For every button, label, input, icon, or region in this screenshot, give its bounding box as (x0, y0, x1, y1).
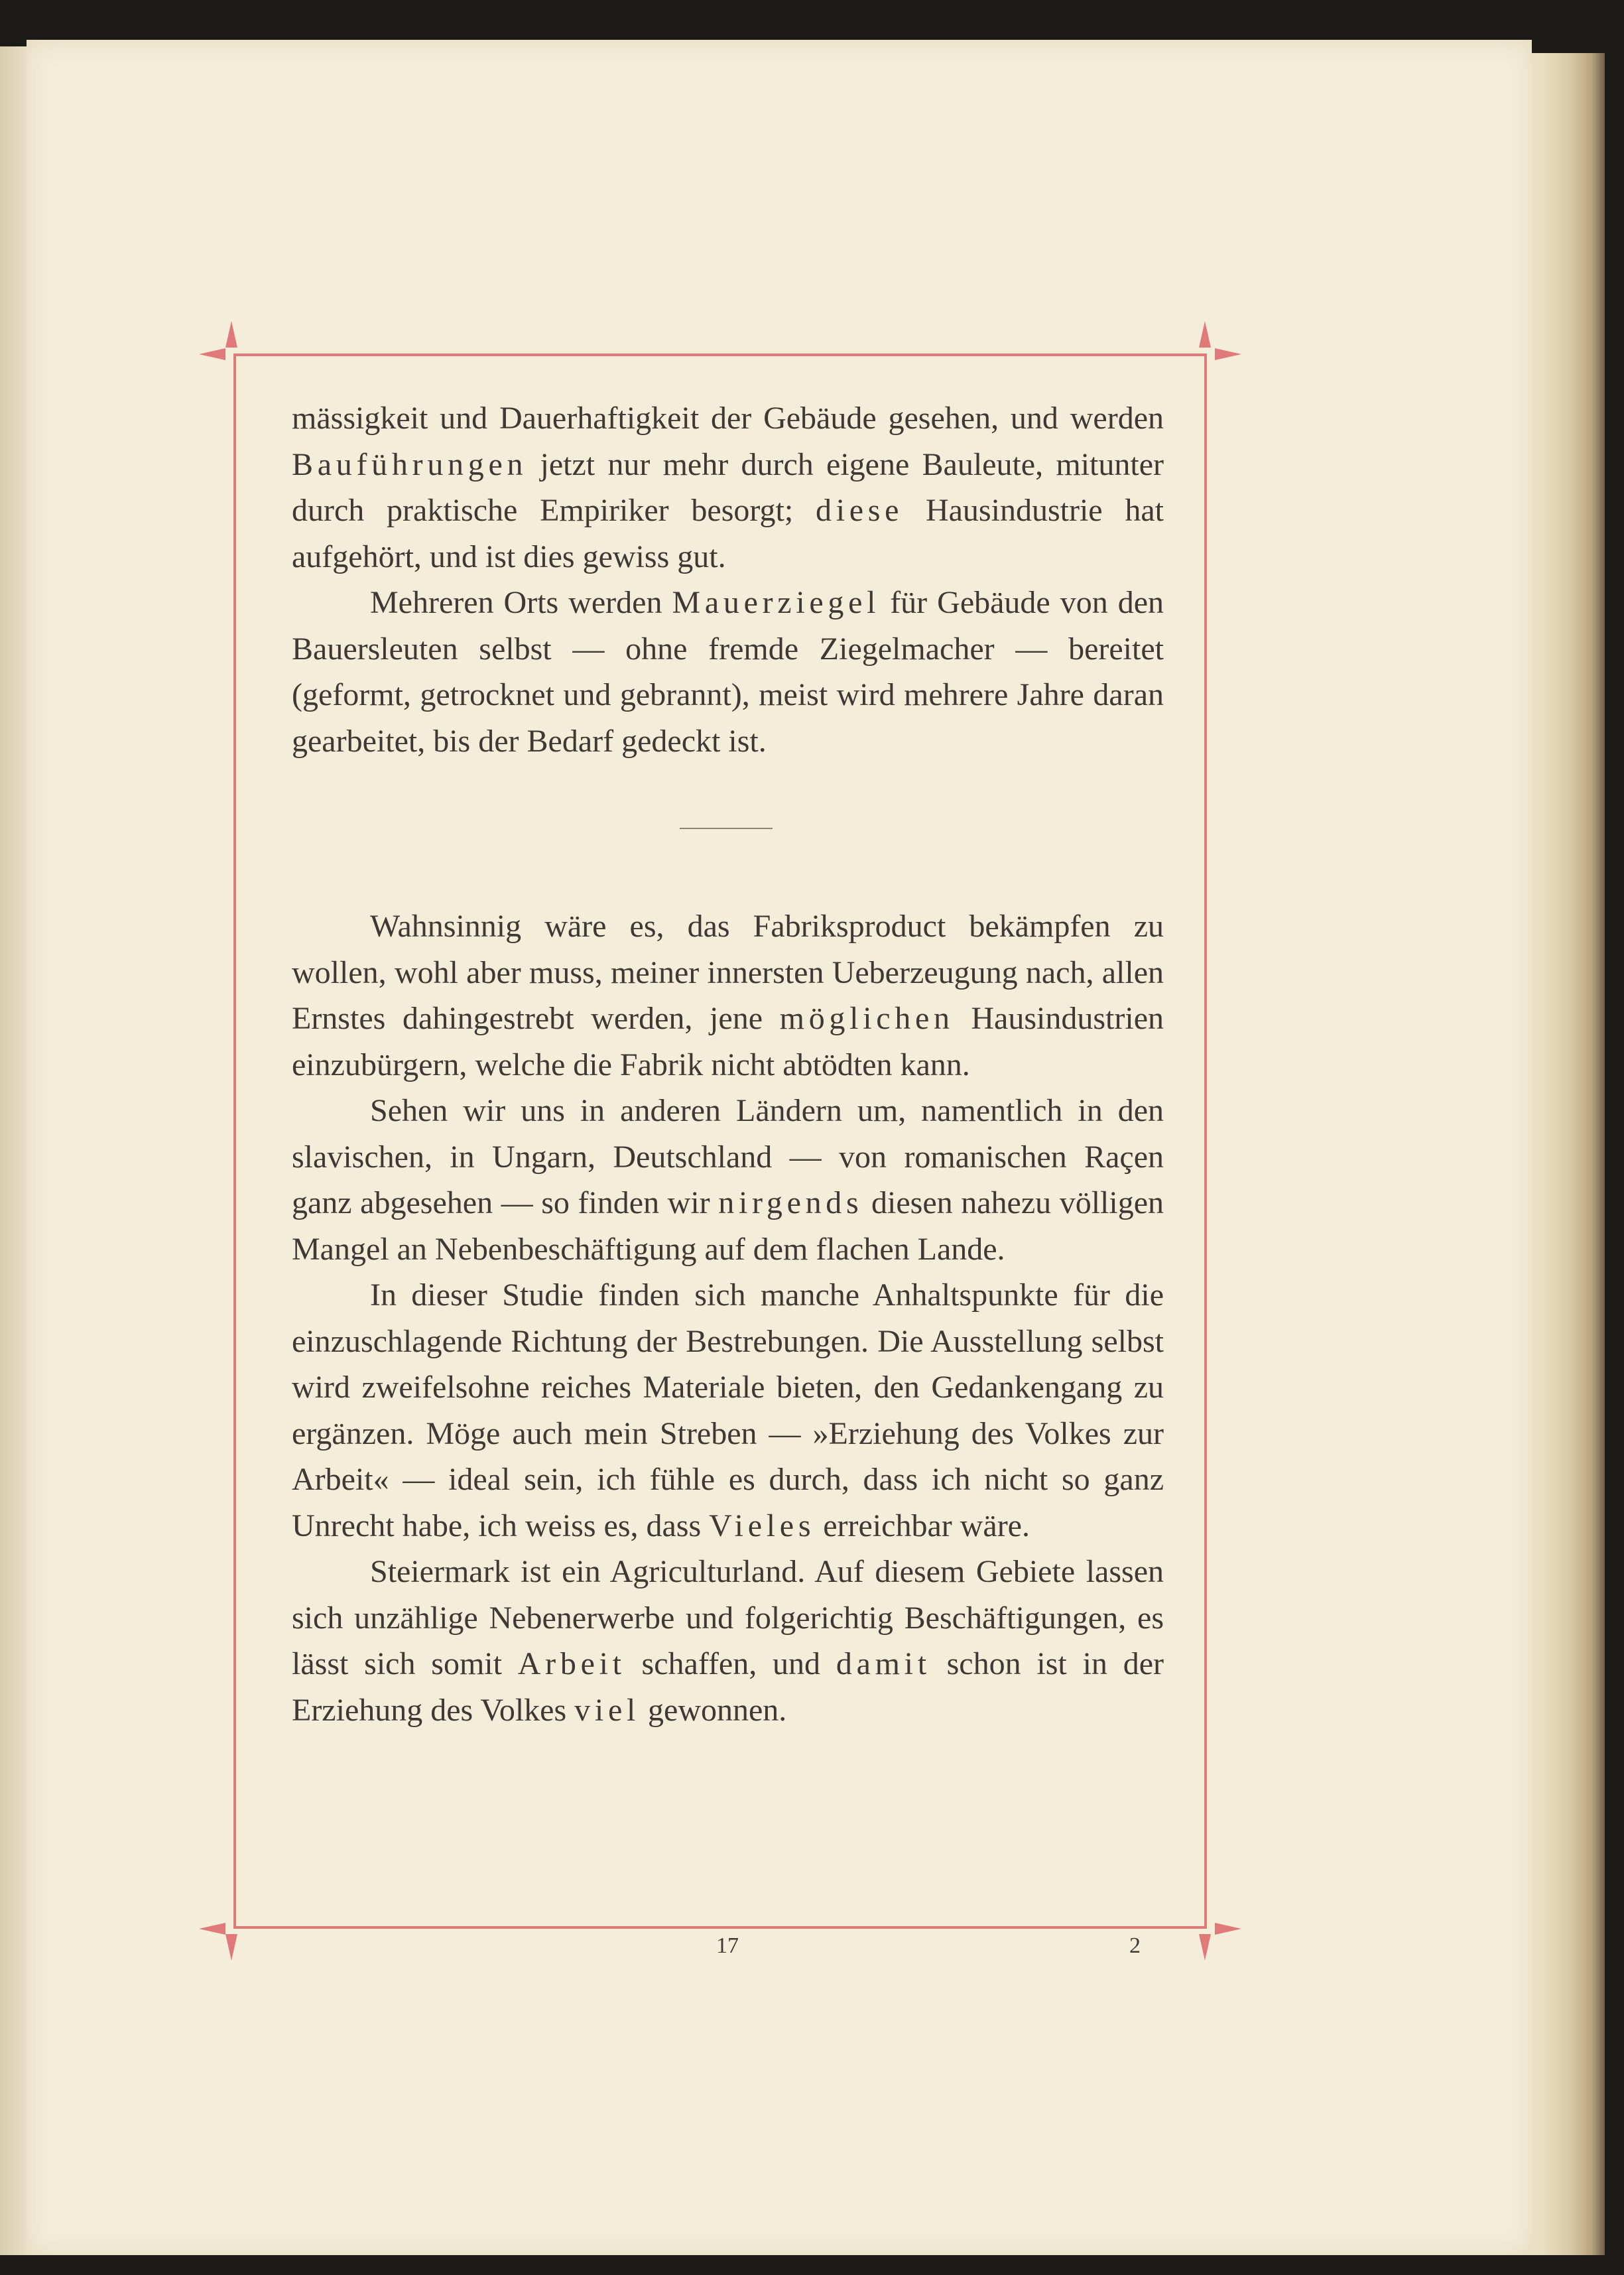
paragraph: Mehreren Orts werden Mauerziegel für Gebäude von den Bauersleuten selbst — ohne fremde Ziegelmacher — bereitet (geformt, getrocknet und gebrannt), meist wird mehrere Jahre daran gearbeitet, bis der Bedarf gedeckt ist. (292, 585, 1164, 759)
emphasis: Bauführungen (292, 446, 528, 482)
emphasis: möglichen (779, 1001, 954, 1036)
emphasis: diese (815, 493, 904, 528)
emphasis: Mauerziegel (672, 585, 881, 620)
frame-corner-ornament-top-left (199, 348, 225, 360)
section-divider (680, 828, 773, 829)
paragraph: mässigkeit und Dauerhaftigkeit der Gebäude gesehen, und werden Bauführungen jetzt nur mehr durch eigene Bauleute, mitunter durch praktische Empiriker besorgt; diese Hausindustrie hat aufgehört, und ist dies gewiss gut. (292, 401, 1164, 574)
emphasis: Vieles (709, 1508, 816, 1543)
frame-corner-ornament-top-right (1199, 321, 1211, 348)
text-section-2 (292, 903, 1164, 1733)
frame-corner-ornament-bottom-left (225, 1934, 237, 1961)
emphasis: viel (574, 1692, 641, 1728)
frame-corner-ornament-top-right (1215, 348, 1241, 360)
frame-corner-ornament-bottom-right (1199, 1934, 1211, 1961)
paragraph: Steiermark ist ein Agriculturland. Auf diesem Gebiete lassen sich unzählige Nebenerwerbe und folgerichtig Beschäftigungen, es lässt sich somit Arbeit schaffen, und damit schon ist in der Erziehung des Volkes viel gewonnen. (292, 1554, 1164, 1728)
frame-corner-ornament-bottom-left (199, 1923, 225, 1935)
signature-mark: 2 (1129, 1933, 1141, 1958)
text-section-1 (292, 395, 1164, 764)
paragraph: In dieser Studie finden sich manche Anhaltspunkte für die einzuschlagende Richtung der Bestrebungen. Die Ausstellung selbst wird zweifelsohne reiches Materiale bieten, den Gedankengang zu ergänzen. Möge auch mein Streben — »Erziehung des Volkes zur Arbeit« — ideal sein, ich fühle es durch, dass ich nicht so ganz Unrecht habe, ich weiss es, dass Vieles erreichbar wäre. (292, 1277, 1164, 1543)
emphasis: nirgends (718, 1185, 863, 1220)
frame-corner-ornament-top-left (225, 321, 237, 348)
emphasis: damit (836, 1646, 931, 1681)
emphasis: Arbeit (517, 1646, 626, 1681)
frame-corner-ornament-bottom-right (1215, 1923, 1241, 1935)
paragraph: Wahnsinnig wäre es, das Fabriksproduct bekämpfen zu wollen, wohl aber muss, meiner innersten Ueberzeugung nach, allen Ernstes dahingestrebt werden, jene möglichen Hausindustrien einzubürgern, welche die Fabrik nicht abtödten kann. (292, 909, 1164, 1082)
paragraph: Sehen wir uns in anderen Ländern um, namentlich in den slavischen, in Ungarn, Deutschland — von romanischen Raçen ganz abgesehen — so finden wir nirgends diesen nahezu völligen Mangel an Nebenbeschäftigung auf dem flachen Lande. (292, 1093, 1164, 1267)
page-number: 17 (716, 1933, 739, 1958)
